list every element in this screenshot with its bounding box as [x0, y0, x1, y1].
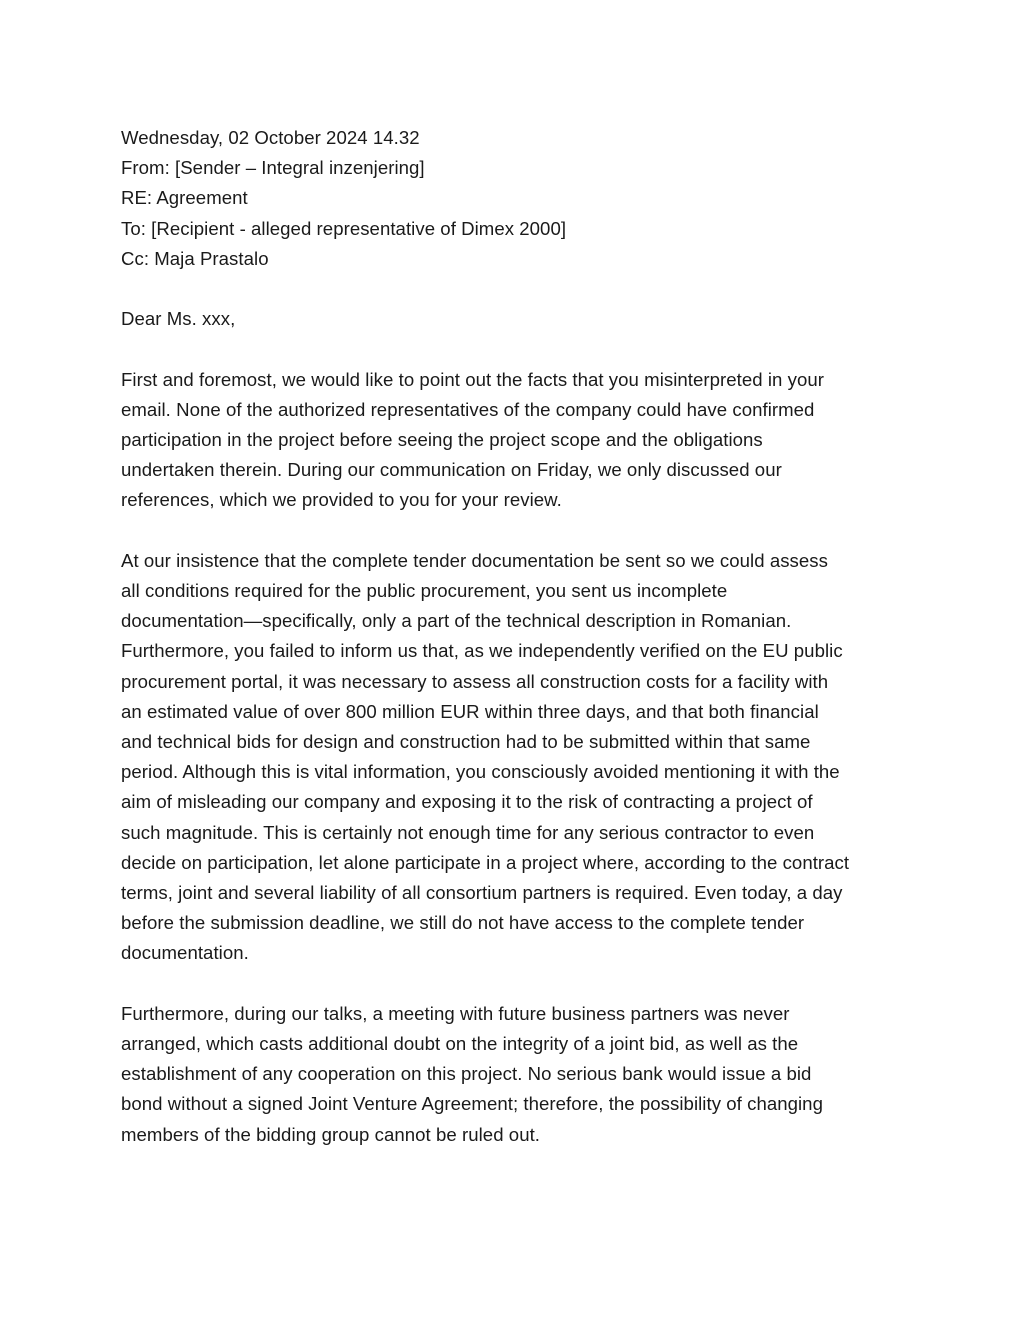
- paragraph-line: documentation—specifically, only a part of the technical description in Romanian.: [121, 610, 792, 632]
- paragraph-line: procurement portal, it was necessary to assess all construction costs for a facility with: [121, 670, 829, 692]
- paragraph-line: First and foremost, we would like to point out the facts that you misinterpreted in your: [121, 368, 825, 390]
- paragraph-line: references, which we provided to you for your review.: [121, 489, 562, 511]
- paragraph-line: undertaken therein. During our communication on Friday, we only discussed our: [121, 459, 782, 481]
- paragraph-line: all conditions required for the public procurement, you sent us incomplete: [121, 580, 728, 601]
- paragraph-line: period. Although this is vital information, you consciously avoided mentioning it with the: [121, 761, 840, 783]
- letter-page: [121, 123, 921, 1150]
- paragraph-line: documentation.: [121, 942, 249, 964]
- paragraph-3: [121, 999, 921, 1150]
- paragraph-line: email. None of the authorized representatives of the company could have confirmed: [121, 398, 815, 420]
- paragraph-line: terms, joint and several liability of all consortium partners is required. Even today, a day: [121, 882, 843, 904]
- salutation: Dear Ms. xxx,: [121, 308, 236, 330]
- paragraph-1: [121, 365, 921, 516]
- paragraph-line: aim of misleading our company and exposing it to the risk of contracting a project of: [121, 791, 813, 813]
- paragraph-line: members of the bidding group cannot be ruled out.: [121, 1123, 541, 1145]
- paragraph-line: before the submission deadline, we still do not have access to the complete tender: [121, 912, 805, 934]
- email-header: [121, 123, 921, 274]
- email-subject: RE: Agreement: [121, 187, 248, 209]
- email-from: From: [Sender – Integral inzenjering]: [121, 157, 425, 179]
- paragraph-line: arranged, which casts additional doubt on the integrity of a joint bid, as well as the: [121, 1033, 799, 1055]
- email-to: To: [Recipient - alleged representative of Dimex 2000]: [121, 217, 567, 239]
- paragraph-line: an estimated value of over 800 million EUR within three days, and that both financial: [121, 700, 819, 722]
- email-date: Wednesday, 02 October 2024 14.32: [121, 127, 420, 148]
- email-cc: Cc: Maja Prastalo: [121, 247, 269, 269]
- paragraph-line: Furthermore, you failed to inform us that, as we independently verified on the EU public: [121, 640, 843, 662]
- paragraph-line: bond without a signed Joint Venture Agreement; therefore, the possibility of changing: [121, 1093, 823, 1115]
- paragraph-line: Furthermore, during our talks, a meeting with future business partners was never: [121, 1002, 790, 1024]
- paragraph-line: such magnitude. This is certainly not enough time for any serious contractor to even: [121, 821, 815, 843]
- paragraph-line: decide on participation, let alone participate in a project where, according to the contract: [121, 851, 850, 873]
- paragraph-line: participation in the project before seeing the project scope and the obligations: [121, 429, 763, 450]
- paragraph-line: and technical bids for design and construction had to be submitted within that same: [121, 731, 811, 753]
- paragraph-2: [121, 546, 921, 969]
- paragraph-line: At our insistence that the complete tender documentation be sent so we could assess: [121, 549, 828, 571]
- paragraph-line: establishment of any cooperation on this project. No serious bank would issue a bid: [121, 1063, 812, 1085]
